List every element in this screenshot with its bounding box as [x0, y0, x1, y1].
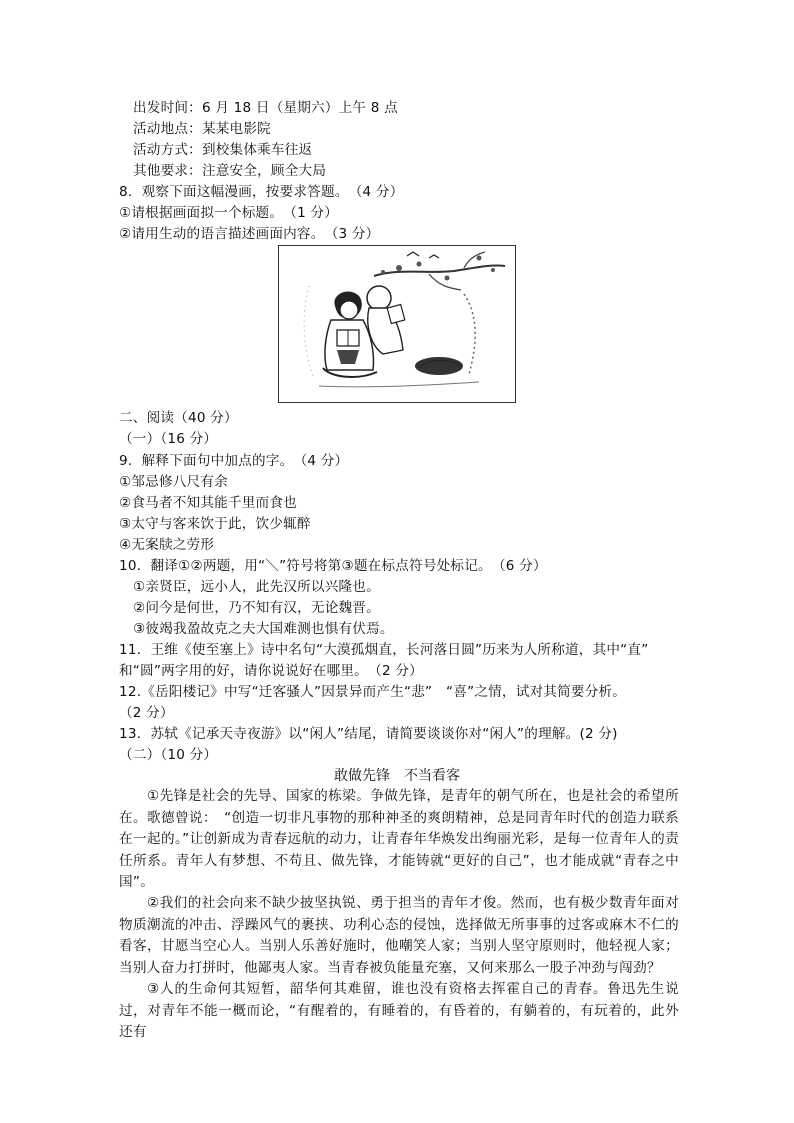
section-2-part1: （一）（16 分） [119, 431, 218, 447]
notice-time: 出发时间：6 月 18 日（星期六）上午 8 点 [133, 100, 398, 116]
notice-place: 活动地点：某某电影院 [133, 121, 271, 137]
part-2-heading: （二）（10 分） [119, 747, 218, 763]
notice-method: 活动方式：到校集体乘车往返 [133, 142, 313, 158]
article-paragraph-2: ②我们的社会向来不缺少披坚执锐、勇于担当的青年才俊。然而，也有极少数青年面对物质潮流的冲击、浮躁风气的裹挟、功利心态的侵蚀，选择做无所事事的过客或麻木不仁的看客，甘愿当空心人。当别人乐善好施时，他嘲笑人家；当别人坚守原则时，他轻视人家；当别人奋力打拼时，他鄙夷人家。当青春被负能量充塞，又何来那么一股子冲劲与闯劲？ [119, 895, 679, 976]
notice-other: 其他要求：注意安全，顾全大局 [133, 163, 327, 179]
question-10-title: 10．翻译①②两题，用“＼”符号将第③题在标点符号处标记。 （6 分） [119, 558, 547, 574]
question-10-item-3: ③彼竭我盈故克之夫大国难测也惧有伏焉。 [133, 621, 394, 637]
question-8-sub1: ①请根据画面拟一个标题。 （1 分） [119, 205, 339, 221]
question-11-line2: 和“圆”两字用的好，请你说说好在哪里。 （2 分） [119, 663, 423, 679]
section-2-heading: 二、阅读（40 分） [119, 410, 238, 426]
question-11-line1: 11．王维《使至塞上》诗中名句“大漠孤烟直，长河落日圆”历来为人所称道，其中“直” [119, 642, 649, 658]
article-title: 敢做先锋 不当看客 [334, 768, 460, 784]
question-13-line1: 13．苏轼《记承天寺夜游》以“闲人”结尾，请简要谈谈你对“闲人”的理解。(2 分) [119, 726, 618, 742]
question-12-line2: （2 分） [119, 705, 174, 721]
article-paragraph-3: ③人的生命何其短暂，韶华何其难留，谁也没有资格去挥霍自己的青春。鲁迅先生说过，对青年不能一概而论，“有醒着的，有睡着的，有昏着的，有躺着的，有玩着的，此外还有 [119, 981, 679, 1040]
article-paragraph-1: ①先锋是社会的先导、国家的栋梁。争做先锋，是青年的朝气所在，也是社会的希望所在。歌德曾说： “创造一切非凡事物的那种神圣的爽朗精神，总是同青年时代的创造力联系在一起的。”让创新成为青春远航的动力，让青春年华焕发出绚丽光彩，是每一位青年人的责任所系。青年人有梦想、不苟且、做先锋，才能铸就“更好的自己”，也才能成就“青春之中国”。 [119, 788, 679, 890]
question-8-sub2: ②请用生动的语言描述画面内容。 （3 分） [119, 226, 380, 242]
cartoon-drawing [279, 246, 515, 402]
question-10-item-1: ①亲贤臣，远小人，此先汉所以兴隆也。 [133, 579, 380, 595]
question-9-item-3: ③太守与客来饮于此，饮少辄醉 [119, 516, 311, 532]
question-8-title: 8．观察下面这幅漫画，按要求答题。 （4 分） [119, 184, 404, 200]
question-9-item-1: ①邹忌修八尺有余 [119, 474, 228, 490]
question-12-line1: 12.《岳阳楼记》中写“迁客骚人”因景异而产生“悲” “喜”之情，试对其简要分析。 [119, 684, 627, 700]
question-10-item-2: ②问今是何世，乃不知有汉，无论魏晋。 [133, 600, 380, 616]
question-9-title: 9．解释下面句中加点的字。 （4 分） [119, 453, 349, 469]
question-9-item-4: ④无案牍之劳形 [119, 537, 215, 553]
question-9-item-2: ②食马者不知其能千里而食也 [119, 495, 297, 511]
cartoon-image [278, 245, 516, 403]
